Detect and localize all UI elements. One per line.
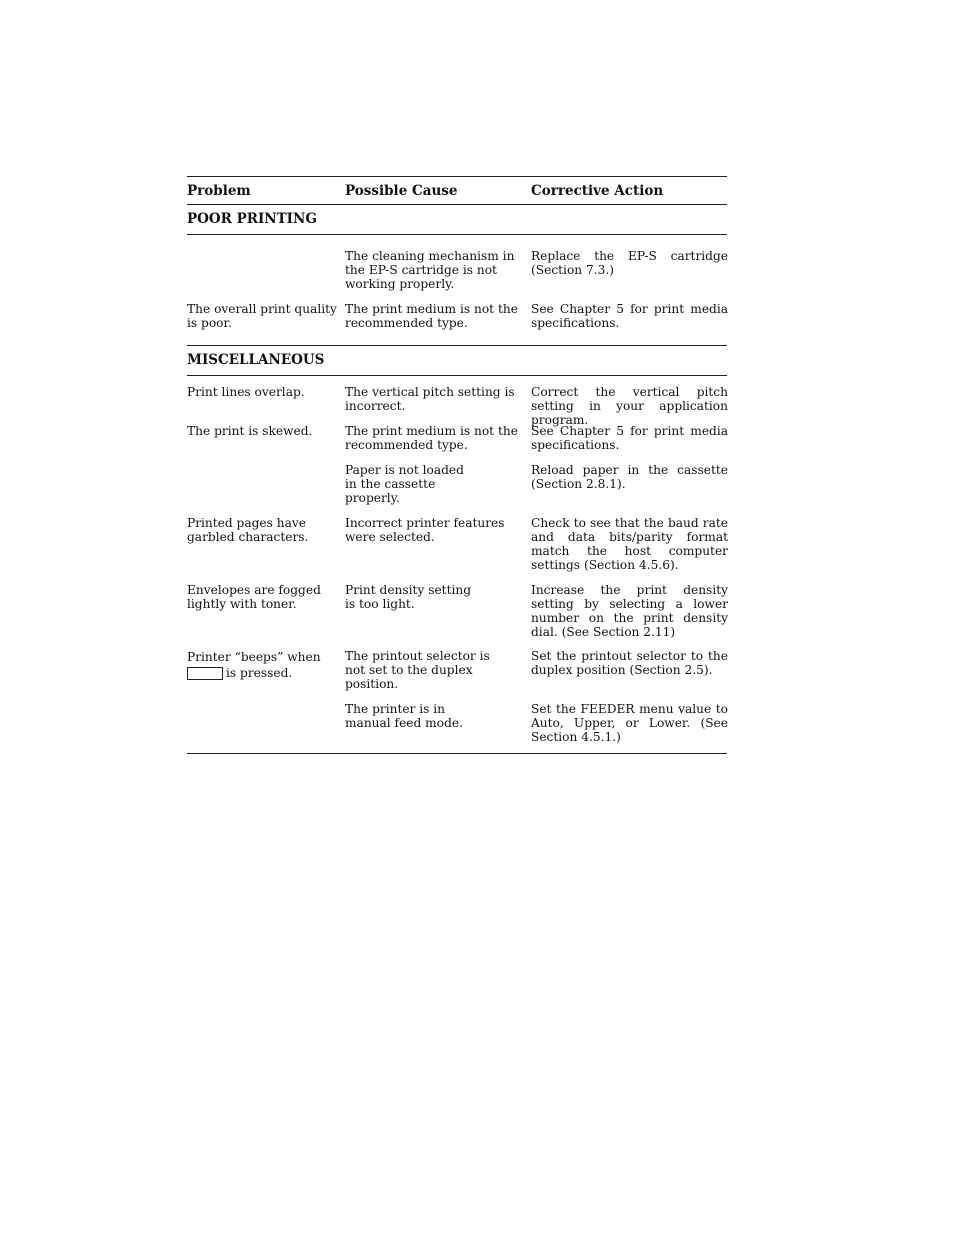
- problem-cell: The overall print quality is poor.: [187, 302, 337, 330]
- action-cell: Set the printout selector to the duplex position (Section 2.5).: [531, 649, 728, 677]
- table-row: [187, 463, 727, 516]
- table-row: [187, 516, 727, 583]
- problem-line: Printer “beeps” when: [187, 650, 321, 664]
- action-cell: Check to see that the baud rate and data bits/parity format match the host computer settings (Section 4.5.6).: [531, 516, 728, 572]
- cause-cell: Paper is not loaded in the cassette properly.: [345, 463, 464, 505]
- table-row: [187, 424, 727, 463]
- section-title-miscellaneous: MISCELLANEOUS: [187, 352, 325, 368]
- key-box: [187, 667, 223, 680]
- troubleshooting-table: [187, 176, 727, 754]
- section-title: [187, 205, 727, 234]
- problem-cell: [187, 649, 337, 681]
- cause-cell: The print medium is not the recommended type.: [345, 424, 518, 452]
- table-header: [187, 177, 727, 204]
- section-rule: [187, 375, 727, 376]
- problem-cell: Envelopes are fogged lightly with toner.: [187, 583, 321, 611]
- section-rule: [187, 234, 727, 235]
- problem-cell: The print is skewed.: [187, 424, 313, 438]
- header-problem: Problem: [187, 183, 251, 199]
- table-row: [187, 385, 728, 427]
- header-cause: Possible Cause: [345, 183, 458, 199]
- problem-cell: Printed pages have garbled characters.: [187, 516, 309, 544]
- table-row: [187, 302, 727, 345]
- table-row: [187, 249, 727, 302]
- header-action: Corrective Action: [531, 183, 664, 199]
- action-cell: Set the FEEDER menu value to Auto, Upper, or Lower. (See Section 4.5.1.): [531, 702, 728, 744]
- table-row: [187, 649, 727, 702]
- action-cell: Correct the vertical pitch setting in your application program.: [531, 385, 728, 427]
- action-cell: Replace the EP-S cartridge (Section 7.3.): [531, 249, 728, 277]
- bottom-rule: [187, 753, 727, 754]
- action-cell: See Chapter 5 for print media specifications.: [531, 424, 728, 452]
- cause-cell: Print density setting is too light.: [345, 583, 472, 611]
- table-row: [187, 702, 727, 753]
- action-cell: Reload paper in the cassette (Section 2.8.1).: [531, 463, 728, 491]
- problem-cell: Print lines overlap.: [187, 385, 305, 399]
- cause-cell: The cleaning mechanism in the EP-S cartridge is not working properly.: [345, 249, 515, 291]
- cause-cell: The printout selector is not set to the duplex position.: [345, 649, 490, 691]
- cause-cell: The printer is in manual feed mode.: [345, 702, 463, 730]
- section-title: [187, 346, 727, 375]
- action-cell: See Chapter 5 for print media specifications.: [531, 302, 728, 330]
- cause-cell: The print medium is not the recommended type.: [345, 302, 518, 330]
- section-title-poor-printing: POOR PRINTING: [187, 211, 317, 227]
- problem-line: is pressed.: [226, 666, 293, 680]
- cause-cell: The vertical pitch setting is incorrect.: [345, 385, 515, 413]
- action-cell: Increase the print density setting by selecting a lower number on the print density dial. (See Section 2.11): [531, 583, 728, 639]
- cause-cell: Incorrect printer features were selected.: [345, 516, 505, 544]
- table-row: [187, 583, 727, 649]
